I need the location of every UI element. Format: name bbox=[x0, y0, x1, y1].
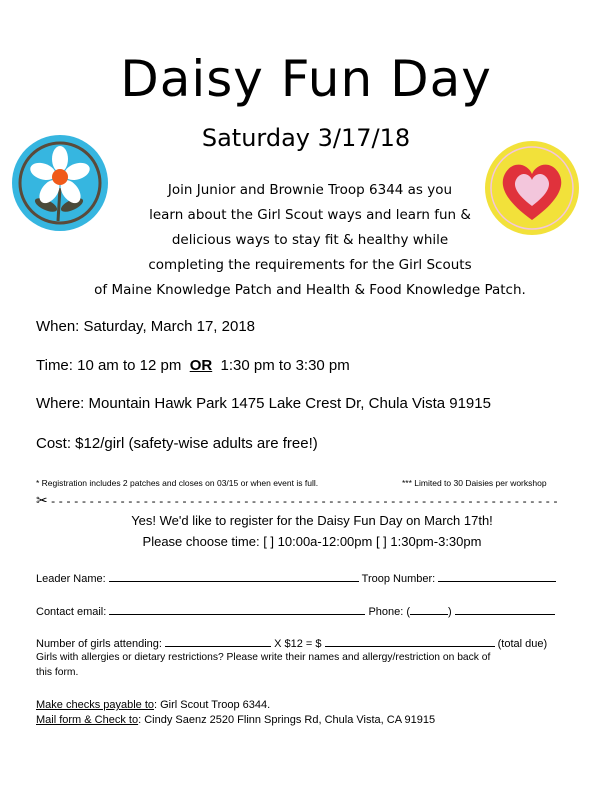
leader-name-label: Leader Name: bbox=[36, 573, 106, 585]
allergy-note-line-2: this form. bbox=[36, 667, 79, 678]
girls-attending-label: Number of girls attending: bbox=[36, 638, 162, 650]
intro-line: Join Junior and Brownie Troop 6344 as you bbox=[167, 182, 453, 198]
total-due-label: (total due) bbox=[497, 638, 548, 650]
girls-row bbox=[36, 635, 547, 650]
leader-row bbox=[36, 570, 556, 585]
registration-heading: Yes! We'd like to register for the Daisy Fun Day on March 17th! bbox=[131, 513, 493, 528]
time-option-a: Time: 10 am to 12 pm bbox=[36, 357, 182, 374]
event-date: Saturday 3/17/18 bbox=[201, 124, 411, 152]
time-or: OR bbox=[189, 357, 213, 374]
contact-email-label: Contact email: bbox=[36, 606, 107, 618]
mail-to-label: Mail form & Check to bbox=[36, 714, 139, 726]
intro-line: completing the requirements for the Girl Scouts bbox=[148, 257, 472, 273]
checks-payable-value: : Girl Scout Troop 6344. bbox=[154, 699, 271, 711]
price-multiplier: X $12 = $ bbox=[274, 638, 322, 650]
checks-payable bbox=[36, 699, 270, 711]
page-title: Daisy Fun Day bbox=[120, 50, 492, 108]
footnote-registration: * Registration includes 2 patches and closes on 03/15 or when event is full. bbox=[36, 478, 319, 488]
scissors-icon: ✂ bbox=[36, 492, 48, 508]
intro-line: learn about the Girl Scout ways and learn fun & bbox=[149, 207, 471, 223]
when-text: When: Saturday, March 17, 2018 bbox=[36, 318, 256, 335]
total-due-field[interactable] bbox=[325, 635, 495, 647]
phone-area-code-field[interactable] bbox=[410, 603, 448, 615]
contact-row bbox=[36, 603, 555, 618]
checks-payable-label: Make checks payable to bbox=[36, 699, 155, 711]
cost-text: Cost: $12/girl (safety-wise adults are free!) bbox=[36, 435, 318, 452]
contact-email-field[interactable] bbox=[109, 603, 365, 615]
time-text bbox=[36, 357, 350, 374]
troop-number-label: Troop Number: bbox=[361, 573, 436, 585]
leader-name-field[interactable] bbox=[109, 570, 359, 582]
time-choice[interactable]: Please choose time: [ ] 10:00a-12:00pm [ ] 1:30pm-3:30pm bbox=[142, 534, 482, 549]
troop-number-field[interactable] bbox=[438, 570, 556, 582]
footnote-limit: *** Limited to 30 Daisies per workshop bbox=[402, 478, 547, 488]
phone-number-field[interactable] bbox=[455, 603, 555, 615]
cut-line bbox=[36, 492, 576, 509]
time-option-b: 1:30 pm to 3:30 pm bbox=[220, 357, 350, 374]
where-text: Where: Mountain Hawk Park 1475 Lake Crest Dr, Chula Vista 91915 bbox=[36, 395, 491, 412]
intro-line: delicious ways to stay fit & healthy while bbox=[171, 232, 449, 248]
dashed-line: - - - - - - - - - - - - - - - - - - - - - - - - - - - - - - - - - - - - - - - - - - - - - - - - - - - - - - - - - - - - - - - - - - bbox=[51, 494, 558, 508]
phone-paren: ) bbox=[448, 606, 452, 618]
intro-line: of Maine Knowledge Patch and Health & Food Knowledge Patch. bbox=[94, 282, 526, 298]
daisy-patch-icon bbox=[10, 133, 110, 233]
phone-label: Phone: ( bbox=[368, 606, 411, 618]
allergy-note-line-1: Girls with allergies or dietary restrictions? Please write their names and allergy/restriction on back of bbox=[36, 652, 491, 663]
girls-attending-field[interactable] bbox=[165, 635, 271, 647]
intro-paragraph bbox=[94, 178, 526, 303]
mail-to-value: : Cindy Saenz 2520 Flinn Springs Rd, Chula Vista, CA 91915 bbox=[138, 714, 436, 726]
mail-to bbox=[36, 714, 435, 726]
